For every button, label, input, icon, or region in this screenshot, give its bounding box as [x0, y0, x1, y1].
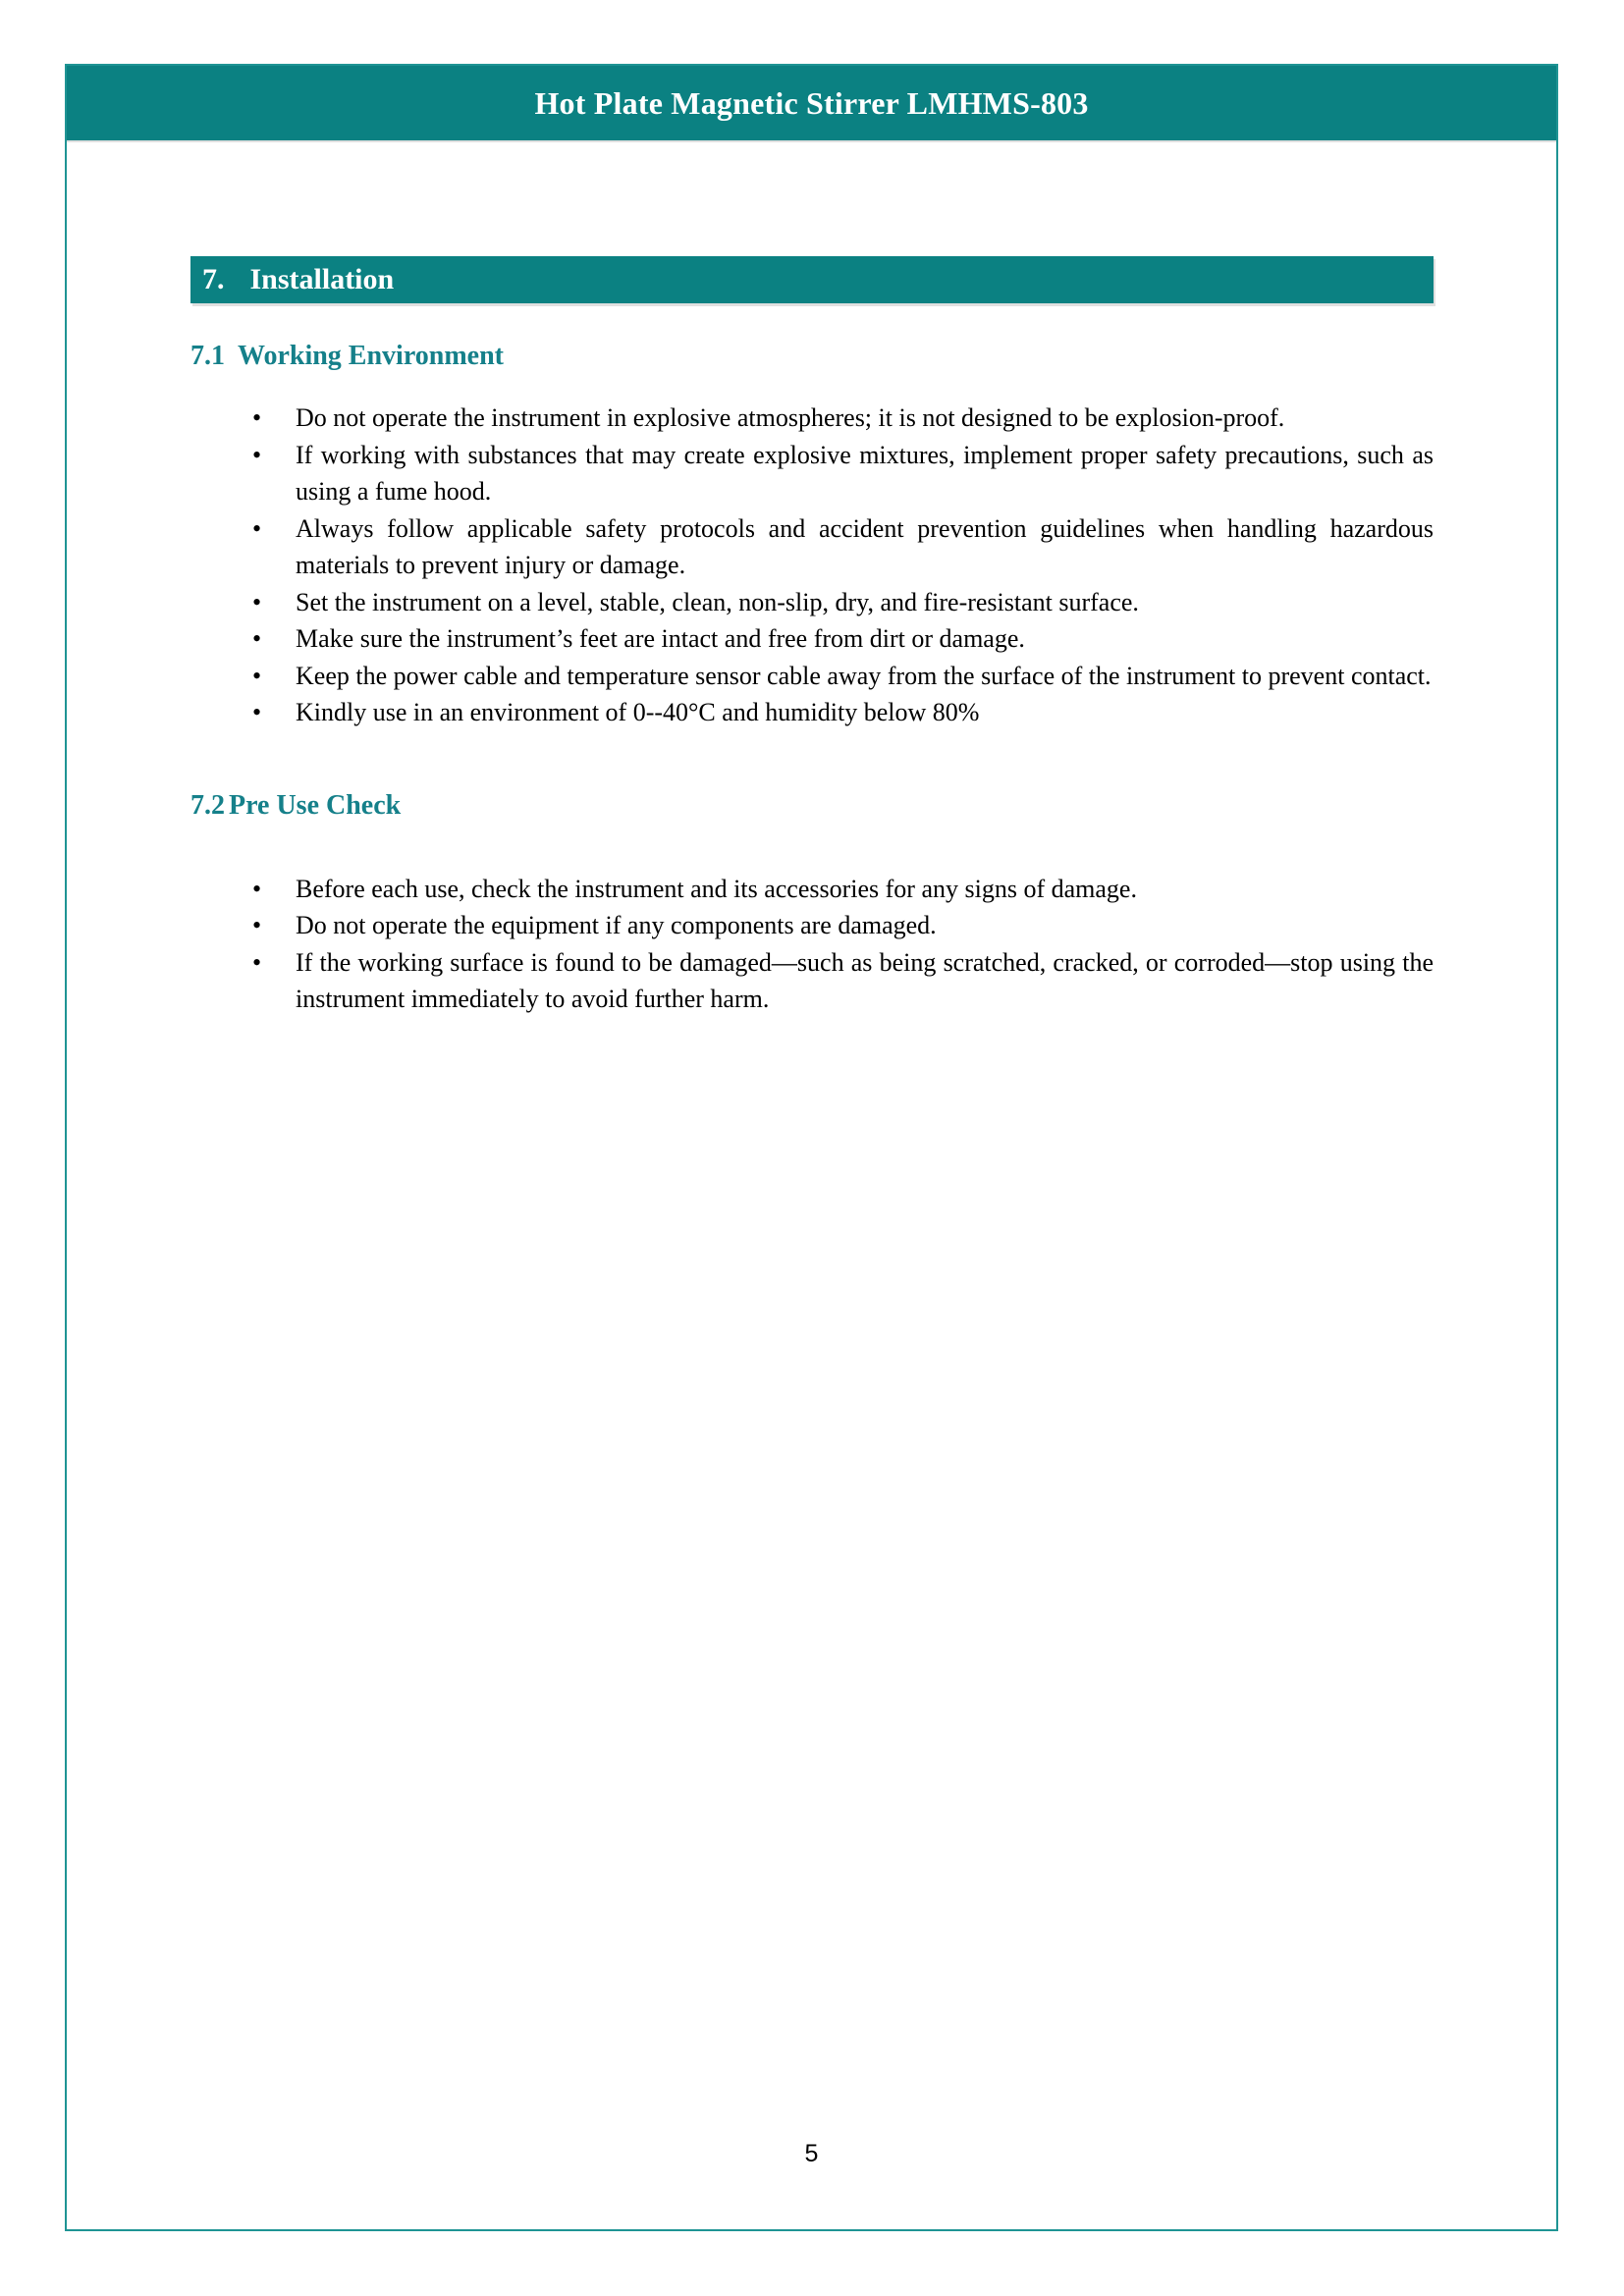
page-number: 5	[804, 2140, 819, 2167]
subsection-title: Working Environment	[238, 341, 504, 371]
page-content	[67, 256, 1556, 1018]
bullet-item: • Before each use, check the instrument and its accessories for any signs of damage.	[296, 871, 1434, 908]
document-header-title: Hot Plate Magnetic Stirrer LMHMS-803	[534, 84, 1089, 121]
bullet-list-pre-use-check	[190, 871, 1434, 1018]
document-header	[67, 66, 1556, 140]
bullet-item: • Do not operate the instrument in explosive atmospheres; it is not designed to be explosion-proof.	[296, 400, 1434, 437]
subsection-number: 7.1	[190, 341, 225, 371]
bullet-item: • Do not operate the equipment if any components are damaged.	[296, 907, 1434, 944]
bullet-item: • Always follow applicable safety protocols and accident prevention guidelines when handling hazardous materials to prevent injury or damage.	[296, 510, 1434, 584]
page-border	[65, 64, 1558, 2231]
bullet-item: • Kindly use in an environment of 0--40°C and humidity below 80%	[296, 694, 1434, 731]
subsection-heading-working-environment	[190, 341, 1434, 372]
section-title: Installation	[249, 263, 395, 295]
bullet-list-working-environment	[190, 400, 1434, 731]
section-number: 7.	[202, 263, 225, 295]
bullet-item: • If working with substances that may create explosive mixtures, implement proper safety precautions, such as using a fume hood.	[296, 437, 1434, 510]
subsection-number: 7.2	[190, 789, 225, 821]
bullet-item: • Make sure the instrument’s feet are intact and free from dirt or damage.	[296, 620, 1434, 658]
bullet-item: • If the working surface is found to be damaged—such as being scratched, cracked, or corroded—stop using the instrument immediately to avoid further harm.	[296, 944, 1434, 1018]
subsection-title: Pre Use Check	[229, 789, 402, 821]
bullet-item: • Set the instrument on a level, stable, clean, non-slip, dry, and fire-resistant surface.	[296, 584, 1434, 621]
bullet-item: • Keep the power cable and temperature sensor cable away from the surface of the instrument to prevent contact.	[296, 658, 1434, 695]
section-heading-bar	[190, 256, 1434, 303]
subsection-heading-pre-use-check	[190, 790, 1434, 822]
